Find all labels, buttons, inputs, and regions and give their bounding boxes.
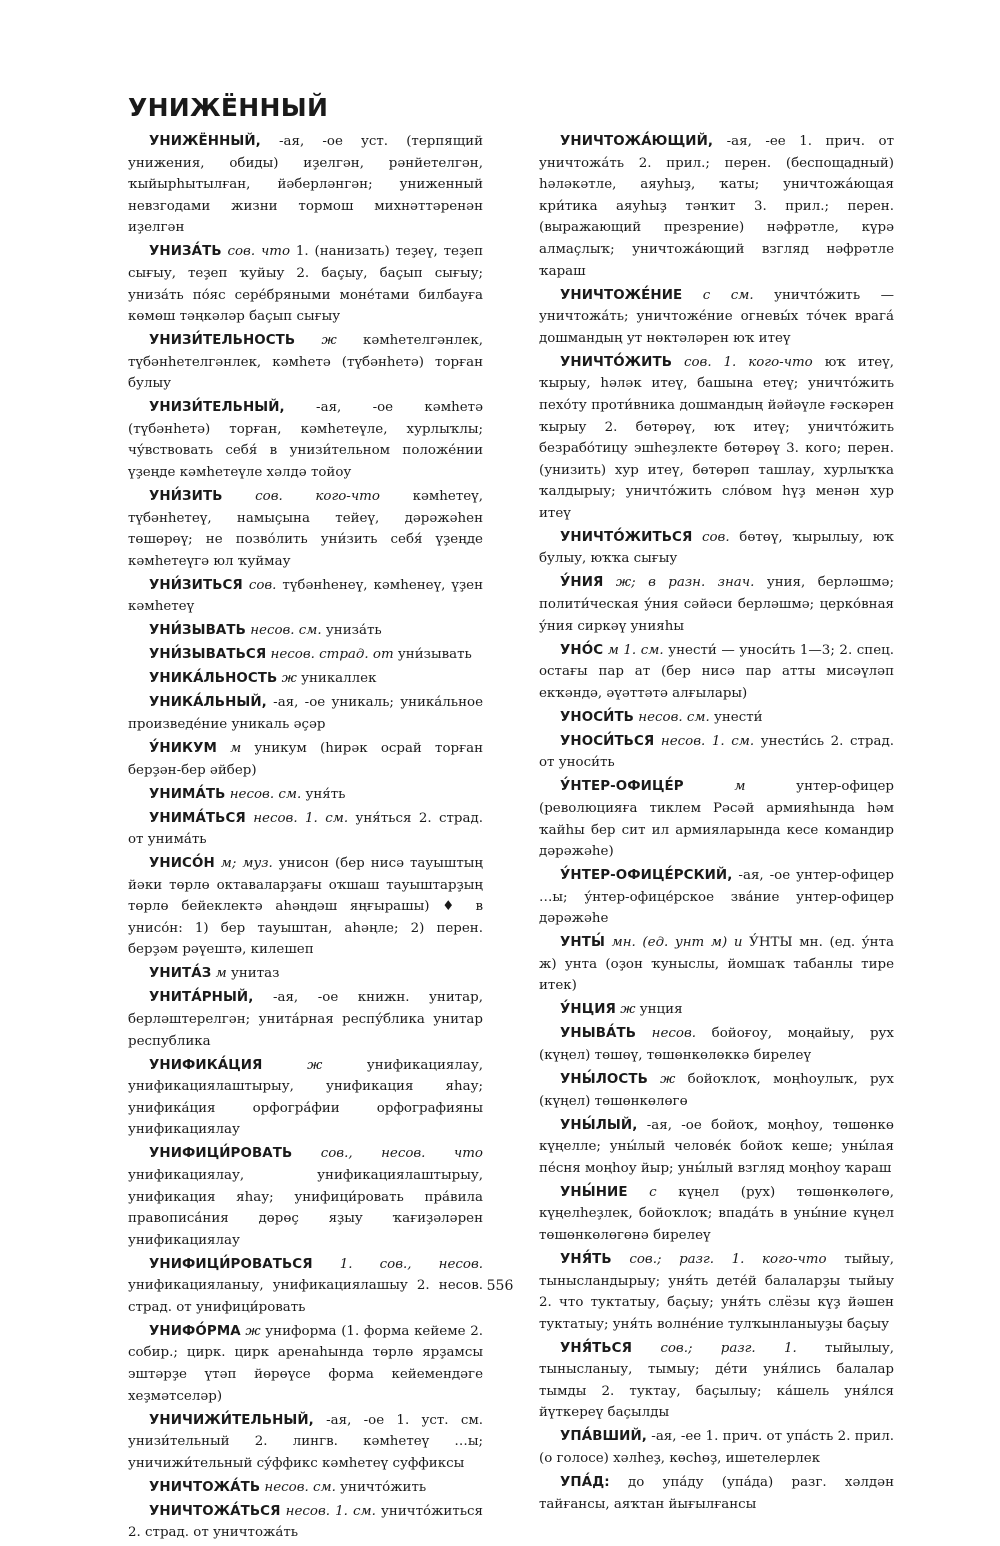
entry-headword: УНИФИЦИ́РОВАТЬСЯ xyxy=(149,1256,313,1272)
entry-grammar: ж xyxy=(295,333,337,349)
entry-headword: У́НЦИЯ xyxy=(560,1002,616,1018)
entry-grammar: несов. 1. см. xyxy=(654,733,755,749)
dictionary-entry xyxy=(128,987,483,1052)
entry-grammar: ж xyxy=(277,671,297,687)
dictionary-entry xyxy=(539,131,894,282)
entry-definition: -ая, -ое книжн. унитар, берләштерелгән; унита́рная респу́блика унитар республика xyxy=(128,990,483,1049)
entry-definition: уния, берләшмә; полити́ческая у́ния сәйәси берләшмә; церко́вная у́ния сиркәү унияһы xyxy=(539,575,894,634)
entry-grammar: м xyxy=(211,966,227,982)
entry-headword: У́НИКУМ xyxy=(149,740,217,756)
entry-headword: УНИМА́ТЬСЯ xyxy=(149,810,246,826)
dictionary-entry xyxy=(128,486,483,572)
entry-headword: УНИКА́ЛЬНЫЙ, xyxy=(149,695,267,711)
entry-definition: кәмһетелгәнлек, түбәнһетелгәнлек, кәмһетә (түбәнһетә) торған булыу xyxy=(128,333,483,392)
entry-headword: УНИФО́РМА xyxy=(149,1323,241,1339)
entry-headword: УПА́ВШИЙ, xyxy=(560,1429,647,1445)
entry-grammar: несов. см. xyxy=(260,1479,336,1495)
entry-definition: унция xyxy=(635,1002,683,1018)
entry-definition: -ая, -ое кәмһетә (түбәнһетә) торған, кәмһетеүле, хурлыҡлы; чу́вствовать себя́ в унизи́тельном положе́нии үҙеңде кәмһетеүле хәлдә тойоу xyxy=(128,400,483,481)
entry-grammar: несов. 1. см. xyxy=(280,1503,376,1519)
entry-definition: 1. (нанизать) теҙеү, теҙеп сығыу, теҙеп ҡуйыу 2. баҫыу, баҫып сығыу; униза́ть по́яс сере́бряными моне́тами билбауға көмөш тәңкәләр баҫып сығыу xyxy=(128,244,483,325)
entry-grammar: несов. см. xyxy=(634,709,710,725)
entry-definition: унести́ xyxy=(709,709,763,725)
entry-grammar: м xyxy=(683,779,746,795)
entry-grammar: сов.; разг. 1. xyxy=(632,1340,797,1356)
dictionary-entry xyxy=(128,784,483,806)
entry-definition: уничто́жить — уничтожа́ть; уничтоже́ние огневы́х то́чек врага́ дошмандың ут нөктәләрен юҡ итеү xyxy=(539,287,894,346)
entry-grammar: несов. страд. от xyxy=(266,647,394,663)
entry-grammar: сов. 1. кого-что xyxy=(672,354,813,370)
entry-grammar: сов. xyxy=(692,529,730,545)
left-column xyxy=(128,131,483,1546)
dictionary-entry xyxy=(539,1338,894,1424)
entry-grammar: ж; в разн. знач. xyxy=(603,575,755,591)
entry-headword: УНИЧИЖИ́ТЕЛЬНЫЙ, xyxy=(149,1412,314,1428)
entry-grammar: несов. см. xyxy=(225,786,302,802)
dictionary-entry xyxy=(128,1321,483,1407)
entry-definition: күңел (рух) төшөнкөлөгө, күңелһеҙлек, бойоҡлоҡ; впада́ть в уны́ние күңел төшөнкөлөгөнә бирелеү xyxy=(539,1184,894,1243)
dictionary-entry xyxy=(128,644,483,666)
entry-definition: унитаз xyxy=(226,966,280,982)
entry-headword: УНИ́ЗИТЬ xyxy=(149,489,223,505)
entry-headword: УНИМА́ТЬ xyxy=(149,786,226,802)
entry-headword: У́НИЯ xyxy=(560,575,604,591)
entry-headword: УНИЧТО́ЖИТЬСЯ xyxy=(560,529,693,545)
entry-grammar: ж xyxy=(262,1057,323,1073)
entry-definition: -ая, -ое уникаль; уника́льное произведе́ние уникаль әҫәр xyxy=(128,695,483,732)
dictionary-entry xyxy=(539,731,894,774)
dictionary-entry xyxy=(128,738,483,781)
entry-headword: УПА́Д: xyxy=(560,1475,610,1491)
dictionary-entry xyxy=(128,397,483,483)
entry-headword: УНИЖЁННЫЙ, xyxy=(149,134,261,149)
entry-definition: -ая, -ое 1. уст. см. унизи́тельный 2. лингв. кәмһетеү …ы; уничижи́тельный су́ффикс кәмһетеү суффиксы xyxy=(128,1412,483,1471)
entry-definition: У́НТЫ мн. (ед. у́нта ж) унта (оҙон ҡуныслы, йомшаҡ табанлы тире итек) xyxy=(539,935,894,994)
entry-headword: УНЫ́НИЕ xyxy=(560,1184,628,1200)
entry-headword: УНИЧТО́ЖИТЬ xyxy=(560,354,673,370)
entry-definition: уня́ть xyxy=(301,786,346,802)
entry-headword: УНЫ́ЛЫЙ, xyxy=(560,1117,638,1133)
dictionary-entry xyxy=(539,352,894,525)
dictionary-entry xyxy=(128,575,483,618)
entry-headword: УНИТА́З xyxy=(149,966,212,982)
dictionary-entry xyxy=(128,1055,483,1141)
dictionary-entry xyxy=(539,1249,894,1335)
entry-definition: бөтөү, ҡырылыу, юҡ булыу, юҡҡа сығыу xyxy=(539,529,894,567)
entry-definition: униформа (1. форма кейеме 2. собир.; цирк. цирк аренаһында төрлө ярҙамсы эштәрҙе үтәп йөрөүсе форма кейемендәге хеҙмәтселәр) xyxy=(128,1323,483,1404)
dictionary-entry xyxy=(539,1023,894,1066)
dictionary-entry xyxy=(128,1254,483,1319)
entry-definition: уня́ться 2. страд. от унима́ть xyxy=(128,810,483,848)
dictionary-entry xyxy=(128,1410,483,1475)
dictionary-entry xyxy=(539,1115,894,1180)
entry-definition: унификациялау, унификациялаштырыу, унификация яһау; унифици́ровать пра́вила правописа́ния дөрөҫ яҙыу ҡағиҙәләрен унификациялау xyxy=(128,1167,483,1248)
entry-headword: УНИЧТОЖА́ТЬСЯ xyxy=(149,1503,281,1519)
entry-headword: УНИФИКА́ЦИЯ xyxy=(149,1057,263,1073)
entry-headword: УНЯ́ТЬСЯ xyxy=(560,1340,633,1356)
entry-definition: тыйылыу, тынысланыу, тымыу; де́ти уня́лись балалар тымды 2. туктау, баҫылыу; ка́шель уня́лся йүткереү баҫылды xyxy=(539,1340,894,1421)
entry-headword: УНО́С xyxy=(560,642,604,658)
dictionary-entry xyxy=(539,640,894,705)
dictionary-entry xyxy=(128,1477,483,1499)
entry-grammar: сов.; разг. 1. кого-что xyxy=(611,1251,827,1267)
dictionary-entry xyxy=(128,241,483,327)
entry-headword: УНИЧТОЖА́ЮЩИЙ, xyxy=(560,134,714,149)
entry-definition: до упа́ду (упа́да) разг. хәлдән тайғансы, аяҡтан йығылғансы xyxy=(539,1475,894,1512)
entry-headword: УНИЧТОЖЕ́НИЕ xyxy=(560,287,683,303)
entry-definition: униза́ть xyxy=(321,623,382,639)
entry-grammar: несов. см. xyxy=(245,623,322,639)
dictionary-entry xyxy=(539,776,894,862)
entry-grammar: м 1. см. xyxy=(603,642,664,658)
dictionary-entry xyxy=(128,853,483,961)
dictionary-entry xyxy=(539,1069,894,1112)
entry-grammar: м xyxy=(216,740,242,756)
dictionary-entry xyxy=(128,668,483,690)
entry-definition: унести́ — уноси́ть 1—3; 2. спец. остағы пар ат (бер нисә пар атты мисәүләп екҡәндә, әүәттәтә алғылары) xyxy=(539,642,894,701)
entry-grammar: ж xyxy=(240,1323,261,1339)
entry-definition: уничто́жить xyxy=(335,1479,427,1495)
entry-grammar: мн. (ед. унт м) и xyxy=(604,935,743,951)
entry-grammar: несов. xyxy=(636,1026,697,1042)
entry-grammar: сов. что xyxy=(221,244,291,260)
entry-headword: УНИ́ЗИТЬСЯ xyxy=(149,577,243,593)
page-number: 556 xyxy=(486,1278,514,1294)
dictionary-entry xyxy=(539,572,894,637)
entry-grammar: с xyxy=(627,1184,657,1200)
entry-definition: -ая, -ое уст. (терпящий унижения, обиды) иҙелгән, рәнйетелгән, ҡыйырһытылған, йәберләнгән; униженный невзгодами жизни тормош михнәттәренән иҙелгән xyxy=(128,134,483,236)
entry-definition: унисон (бер нисә тауыштың йәки төрлө октаваларҙағы оҡшаш тауыштарҙың төрлө бейеклектә аһәңдәш яңғырашы) ♦ в унисо́н: 1) бер тауыштан, аһәңле; 2) перен. берҙәм рәүештә, килешеп xyxy=(128,856,484,958)
dictionary-entry xyxy=(539,707,894,729)
dictionary-entry xyxy=(128,1143,483,1251)
entry-definition: унести́сь 2. страд. от уноси́ть xyxy=(539,733,894,771)
entry-headword: УНТЫ́ xyxy=(560,935,605,951)
entry-definition: унификацияланыу, унификациялашыу 2. несов. страд. от унифици́ровать xyxy=(128,1278,483,1315)
entry-headword: УНИФИЦИ́РОВАТЬ xyxy=(149,1146,293,1162)
right-column xyxy=(539,131,894,1518)
entry-definition: уникум (һирәк осрай торған берҙән-бер әйбер) xyxy=(128,740,484,778)
dictionary-entry xyxy=(539,865,894,930)
entry-definition: унификациялау, унификациялаштырыу, унификация яһау; унифика́ция орфогра́фии орфографияны унификациялау xyxy=(128,1057,484,1138)
entry-headword: УНИЗИ́ТЕЛЬНЫЙ, xyxy=(149,400,285,416)
dictionary-entry xyxy=(128,620,483,642)
dictionary-entry xyxy=(128,963,483,985)
dictionary-entry xyxy=(539,527,894,570)
entry-headword: УНИЗИ́ТЕЛЬНОСТЬ xyxy=(149,333,296,349)
entry-definition: -ая, -ое унтер-офицер …ы; у́нтер-офице́рское зва́ние унтер-офицер дәрәжәһе xyxy=(539,868,894,927)
entry-definition: -ая, -ое бойоҡ, моңһоу, төшөнкө күңелле; уны́лый челове́к бойоҡ кеше; уны́лая пе́сня моңһоу йыр; уны́лый взгляд моңһоу ҡараш xyxy=(539,1117,894,1176)
entry-headword: УНОСИ́ТЬСЯ xyxy=(560,733,655,749)
entry-headword: У́НТЕР-ОФИЦЕ́РСКИЙ, xyxy=(560,868,733,884)
dictionary-entry xyxy=(539,1426,894,1469)
entry-headword: УНИЧТОЖА́ТЬ xyxy=(149,1479,261,1495)
entry-headword: УНИЗА́ТЬ xyxy=(149,244,222,260)
entry-grammar: с см. xyxy=(682,287,754,303)
entry-grammar: сов., несов. что xyxy=(292,1146,483,1162)
entry-headword: УНЯ́ТЬ xyxy=(560,1251,612,1267)
entry-headword: УНИТА́РНЫЙ, xyxy=(149,990,254,1006)
dictionary-entry xyxy=(128,131,483,239)
entry-definition: уничто́житься 2. страд. от уничтожа́ть xyxy=(128,1503,483,1541)
entry-grammar: ж xyxy=(615,1002,636,1018)
dictionary-entry xyxy=(128,330,483,395)
entry-headword: УНИСО́Н xyxy=(149,856,215,872)
entry-headword: УНИ́ЗЫВАТЬСЯ xyxy=(149,647,267,663)
entry-grammar: ж xyxy=(647,1072,676,1088)
entry-definition: унтер-офицер (революцияға тиклем Рәсәй армияһында һәм ҡайһы бер сит ил армияларында кесе командир дәрәжәһе) xyxy=(539,779,894,860)
dictionary-entry xyxy=(539,1472,894,1515)
entry-headword: УНЫВА́ТЬ xyxy=(560,1026,637,1042)
entry-definition: -ая, -ее 1. прич. от уничтожа́ть 2. прил.; перен. (беспощадный) һәләкәтле, аяуһыҙ, ҡаты; уничтожа́ющая кри́тика аяуһыҙ тәнҡит 3. прил.; перен. (выражающий презрение) нәфрәтле, күрә алмаҫлыҡ; уничтожа́ющий взгляд нәфрәтле ҡараш xyxy=(539,134,894,279)
dictionary-entry xyxy=(128,808,483,851)
entry-definition: -ая, -ее 1. прич. от упа́сть 2. прил. (о голосе) хәлһеҙ, көсһөҙ, ишетелерлек xyxy=(539,1429,894,1467)
entry-definition: кәмһетеү, түбәнһетеү, намыҫына тейеү, дәрәжәһен төшөрөү; не позво́лить уни́зить себя́ үҙеңде кәмһетеүгә юл ҡуймау xyxy=(128,489,483,569)
dictionary-entry xyxy=(128,692,483,735)
entry-definition: уникаллек xyxy=(296,671,377,687)
entry-definition: бойоҡлоҡ, моңһоулыҡ, рух (күңел) төшөнкөлөгө xyxy=(539,1072,894,1109)
dictionary-entry xyxy=(539,1182,894,1247)
entry-definition: юҡ итеү, ҡырыу, һәләк итеү, башына етеү; уничто́жить пехо́ту проти́вника дошмандың йәйәүле ғәскәрен ҡырыу 2. бөтөрөү, юҡ итеү; уничто́жить безрабо́тицу эшһеҙлекте бөтөрөү 3. кого; перен. (унизить) хур итеү, бөтөрөп ташлау, хурлыҡҡа ҡалдырыу; уничто́жить сло́вом һүҙ менән хур итеү xyxy=(539,354,894,521)
entry-headword: У́НТЕР-ОФИЦЕ́Р xyxy=(560,779,684,795)
entry-grammar: 1. сов., несов. xyxy=(312,1256,483,1272)
entry-definition: түбәнһенеү, кәмһенеү, үҙен кәмһетеү xyxy=(128,577,483,615)
entry-grammar: несов. 1. см. xyxy=(245,810,349,826)
entry-headword: УНЫ́ЛОСТЬ xyxy=(560,1072,648,1088)
entry-headword: УНОСИ́ТЬ xyxy=(560,709,634,725)
entry-definition: тыйыу, тынысландырыу; уня́ть дете́й балаларҙы тыйыу 2. что туктатыу, баҫыу; уня́ть слёзы күҙ йәшен туктатыу; уня́ть волне́ние тулҡынланыуҙы баҫыу xyxy=(539,1251,894,1332)
entry-grammar: сов. кого-что xyxy=(222,489,380,505)
dictionary-entry xyxy=(539,285,894,350)
dictionary-entry xyxy=(128,1501,483,1544)
dictionary-entry xyxy=(539,999,894,1021)
entry-grammar: м; муз. xyxy=(214,856,273,872)
entry-headword: УНИ́ЗЫВАТЬ xyxy=(149,623,246,639)
entry-grammar: сов. xyxy=(242,577,277,593)
dictionary-entry xyxy=(539,932,894,997)
running-head: УНИЖЁННЫЙ xyxy=(128,93,329,122)
entry-headword: УНИКА́ЛЬНОСТЬ xyxy=(149,671,278,687)
entry-definition: уни́зывать xyxy=(393,647,472,663)
entry-definition: бойоғоу, моңайыу, рух (күңел) төшөү, төшөнкөлөккә бирелеү xyxy=(539,1026,894,1064)
